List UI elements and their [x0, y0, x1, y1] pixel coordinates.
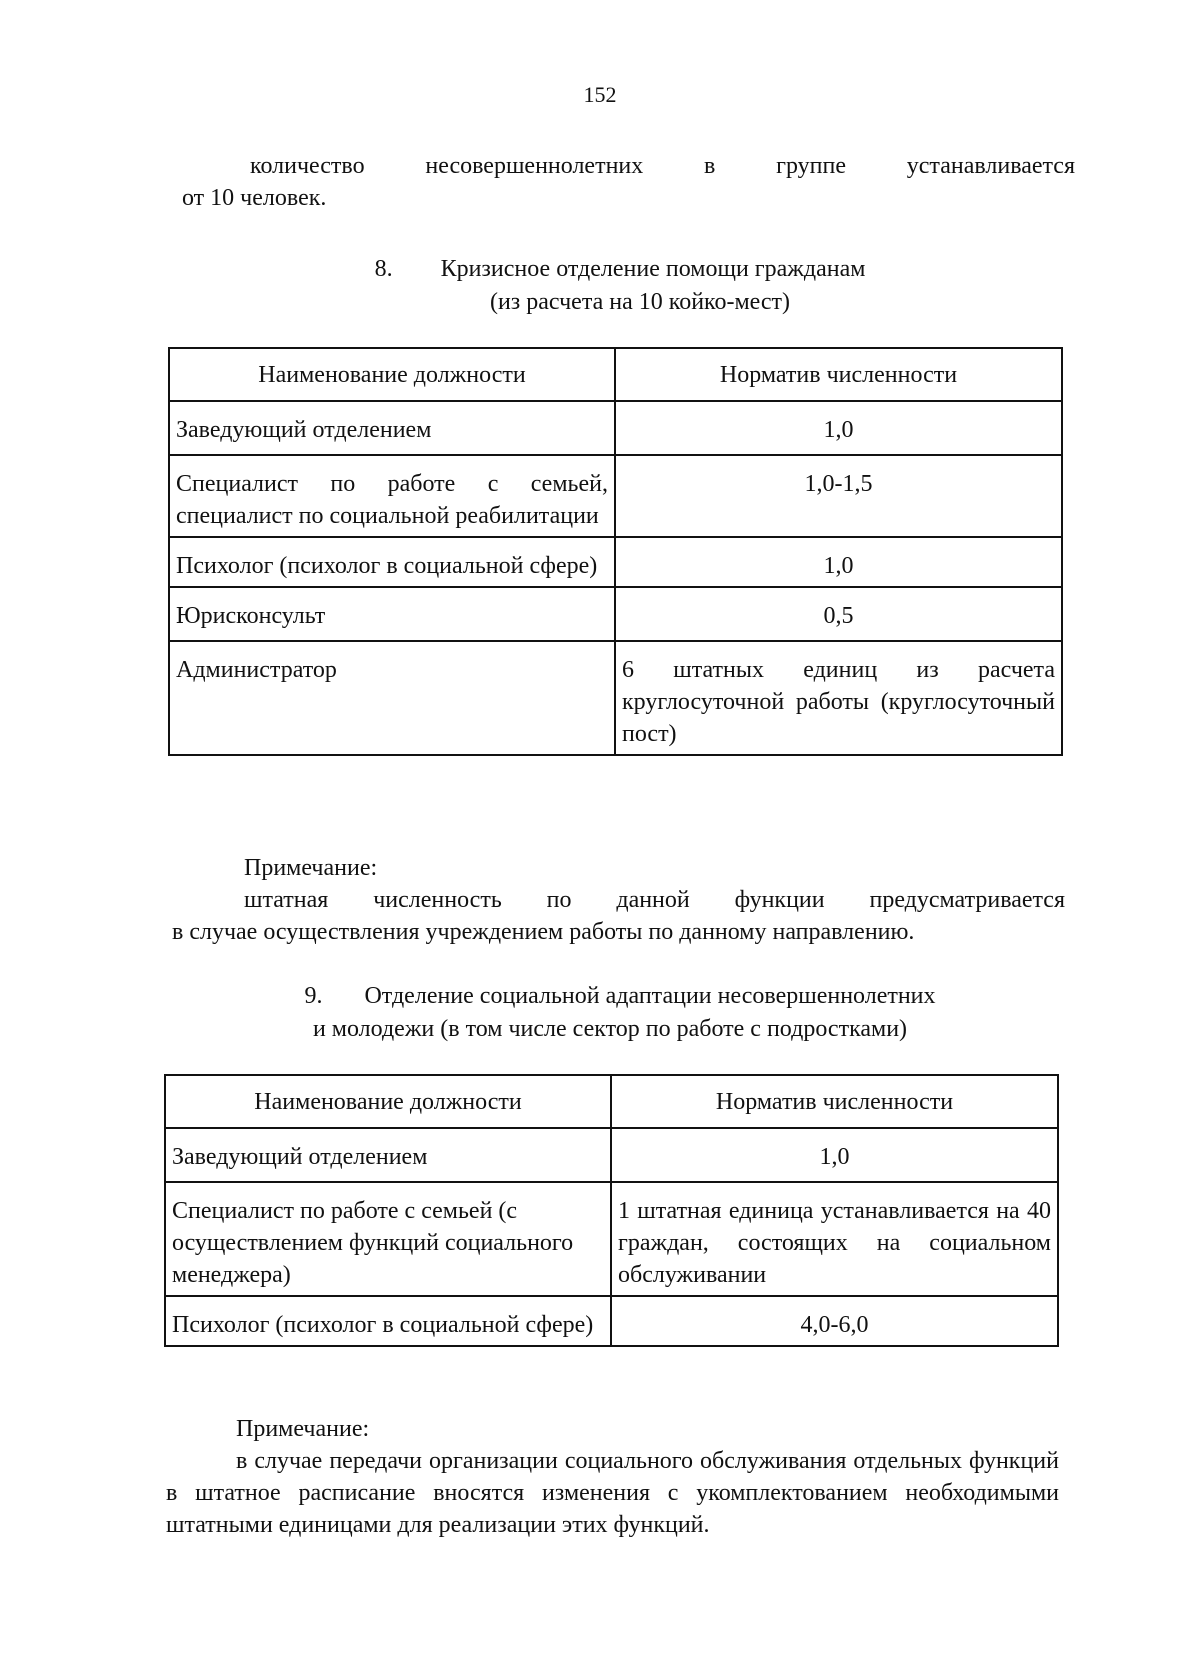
section-8-note	[172, 884, 1065, 948]
page-number: 152	[583, 82, 617, 107]
cell-position: Администратор	[169, 641, 615, 755]
section-8-title-line-2: (из расчета на 10 койко-мест)	[489, 289, 791, 315]
cell-norm: 0,5	[615, 587, 1062, 641]
section-8-number: 8.	[374, 256, 393, 282]
cell-position: Психолог (психолог в социальной сфере)	[169, 537, 615, 587]
table-row	[169, 641, 1062, 755]
column-header-position: Наименование должности	[169, 348, 615, 401]
section-8-table	[168, 347, 1063, 756]
section-8-note-line-2: в случае осуществления учреждением работы по данному направлению.	[172, 919, 915, 945]
section-9-title-line-2: и молодежи (в том числе сектор по работе с подростками)	[312, 1016, 908, 1042]
section-9-note: в случае передачи организации социального обслуживания отдельных функций в штатное расписание вносятся изменения с укомплектованием необходимыми штатными единицами для реализации этих функций.	[166, 1448, 1059, 1538]
section-8-title-line-1: Кризисное отделение помощи гражданам	[440, 256, 866, 282]
section-9-heading	[160, 980, 1060, 1046]
cell-position: Специалист по работе с семьей, специалист по социальной реабилитации	[169, 455, 615, 537]
cell-position: Психолог (психолог в социальной сфере)	[165, 1296, 611, 1346]
intro-line-2: от 10 человек.	[182, 185, 327, 211]
table-row	[169, 537, 1062, 587]
cell-norm: 1,0	[615, 401, 1062, 455]
table-row	[165, 1296, 1058, 1346]
cell-norm: 4,0-6,0	[611, 1296, 1058, 1346]
column-header-norm: Норматив численности	[611, 1075, 1058, 1128]
cell-position: Заведующий отделением	[165, 1128, 611, 1182]
cell-norm: 1,0	[611, 1128, 1058, 1182]
intro-paragraph	[182, 150, 1075, 214]
section-9-table	[164, 1074, 1059, 1347]
intro-line-1: количество несовершеннолетних в группе устанавливается	[250, 153, 1075, 179]
table-row	[165, 1182, 1058, 1296]
table-row	[169, 401, 1062, 455]
section-9-note-label: Примечание:	[236, 1416, 370, 1442]
column-header-position: Наименование должности	[165, 1075, 611, 1128]
cell-norm: 1 штатная единица устанавливается на 40 граждан, состоящих на социальном обслуживании	[611, 1182, 1058, 1296]
table-header-row	[169, 348, 1062, 401]
column-header-norm: Норматив численности	[615, 348, 1062, 401]
cell-norm: 6 штатных единиц из расчета круглосуточной работы (круглосуточный пост)	[615, 641, 1062, 755]
table-row	[169, 587, 1062, 641]
section-8-heading	[170, 253, 1070, 319]
cell-norm: 1,0	[615, 537, 1062, 587]
cell-position: Специалист по работе с семьей (с осуществлением функций социального менеджера)	[165, 1182, 611, 1296]
section-9-number: 9.	[304, 983, 323, 1009]
cell-norm: 1,0-1,5	[615, 455, 1062, 537]
section-9-title-line-1: Отделение социальной адаптации несовершеннолетних	[364, 983, 936, 1009]
table-row	[169, 455, 1062, 537]
cell-position: Заведующий отделением	[169, 401, 615, 455]
table-header-row	[165, 1075, 1058, 1128]
section-8-note-line-1: штатная численность по данной функции предусматривается	[244, 887, 1065, 913]
table-row	[165, 1128, 1058, 1182]
section-8-note-label: Примечание:	[244, 855, 378, 881]
cell-position: Юрисконсульт	[169, 587, 615, 641]
